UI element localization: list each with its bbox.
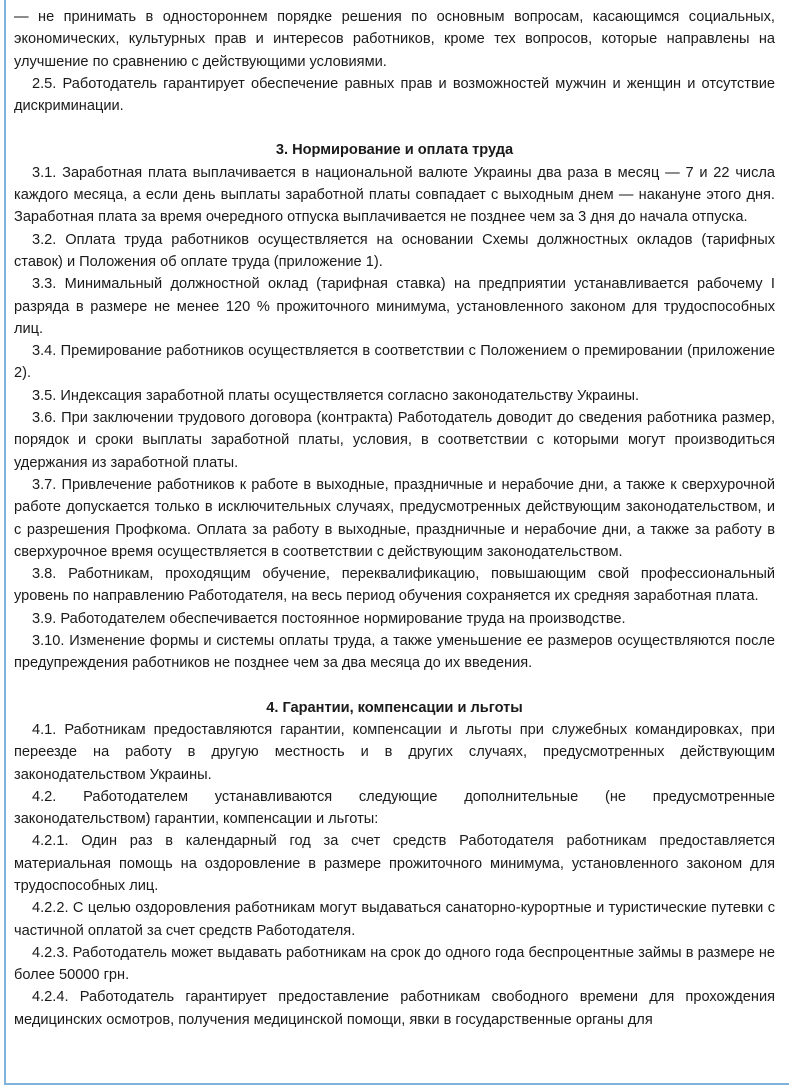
paragraph-3-6: 3.6. При заключении трудового договора (контракта) Работодатель доводит до сведения работника размер, порядок и сроки выплаты заработной платы, условия, в соответствии с которыми могут производиться удержания из заработной платы. [14,410,775,471]
paragraph-3-10: 3.10. Изменение формы и системы оплаты труда, а также уменьшение ее размеров осуществляются после предупреждения работников не позднее чем за два месяца до их введения. [14,633,775,672]
paragraph-3-5: 3.5. Индексация заработной платы осуществляется согласно законодательству Украины. [32,387,639,404]
paragraph-4-2-2: 4.2.2. С целью оздоровления работникам могут выдаваться санаторно-курортные и туристические путевки с частичной оплатой за счет средств Работодателя. [14,900,775,939]
paragraph-3-1: 3.1. Заработная плата выплачивается в национальной валюте Украины два раза в месяц — 7 и 22 числа каждого месяца, а если день выплаты заработной платы совпадает с выходным днем — накануне этого дня. Заработная плата за время очередного отпуска выплачивается не позднее чем за 3 дня до начала отпуска. [14,164,775,226]
section-3 [14,139,775,674]
paragraph-4-2-4: 4.2.4. Работодатель гарантирует предоставление работникам свободного времени для прохождения медицинских осмотров, получения медицинской помощи, явки в государственные органы для [14,989,775,1028]
page-frame-left [4,0,6,1085]
paragraph-3-3: 3.3. Минимальный должностной оклад (тарифная ставка) на предприятии устанавливается рабочему I разряда в размере не менее 120 % прожиточного минимума, установленного законом для трудоспособных лиц. [14,276,775,337]
paragraph-2-4-dash: — не принимать в одностороннем порядке решения по основным вопросам, касающимся социальных, экономических, культурных прав и интересов работников, кроме тех вопросов, которые направлены на улучшение по сравнению с действующими условиями. [14,9,775,70]
section-3-title: 3. Нормирование и оплата труда [275,142,514,159]
section-gap [14,675,775,697]
paragraph-3-9: 3.9. Работодателем обеспечивается постоянное нормирование труда на производстве. [32,610,626,627]
paragraph-3-7: 3.7. Привлечение работников к работе в выходные, праздничные и нерабочие дни, а также к сверхурочной работе допускается только в исключительных случаях, предусмотренных действующим законодательством, и с разрешения Профкома. Оплата за работу в выходные, праздничные и нерабочие дни, а также за работу в сверхурочное время осуществляется в соответствии с действующим законодательством. [14,476,775,560]
paragraph-4-2: 4.2. Работодателем устанавливаются следующие дополнительные (не предусмотренные законодательством) гарантии, компенсации и льготы: [14,788,775,828]
paragraph-4-2-3: 4.2.3. Работодатель может выдавать работникам на срок до одного года беспроцентные займы в размере не более 50000 грн. [14,944,775,984]
section-gap [14,117,775,139]
paragraph-3-2: 3.2. Оплата труда работников осуществляется на основании Схемы должностных окладов (тарифных ставок) и Положения об оплате труда (приложение 1). [14,231,775,270]
paragraph-4-2-1: 4.2.1. Один раз в календарный год за счет средств Работодателя работникам предоставляется материальная помощь на оздоровление в размере прожиточного минимума, установленного законом для трудоспособных лиц. [14,833,775,894]
section-2-tail [14,6,775,117]
paragraph-3-8: 3.8. Работникам, проходящим обучение, переквалификацию, повышающим свой профессиональный уровень по направлению Работодателя, на весь период обучения сохраняется их средняя заработная плата. [14,566,775,605]
paragraph-3-4: 3.4. Премирование работников осуществляется в соответствии с Положением о премировании (приложение 2). [14,343,775,382]
paragraph-2-5: 2.5. Работодатель гарантирует обеспечение равных прав и возможностей мужчин и женщин и отсутствие дискриминации. [14,75,775,115]
section-4-title: 4. Гарантии, компенсации и льготы [266,699,523,716]
paragraph-4-1: 4.1. Работникам предоставляются гарантии, компенсации и льготы при служебных командировках, при переезде на работу в другую местность и в других случаях, предусмотренных действующим законодательством Украины. [14,721,775,783]
section-4 [14,697,775,1031]
